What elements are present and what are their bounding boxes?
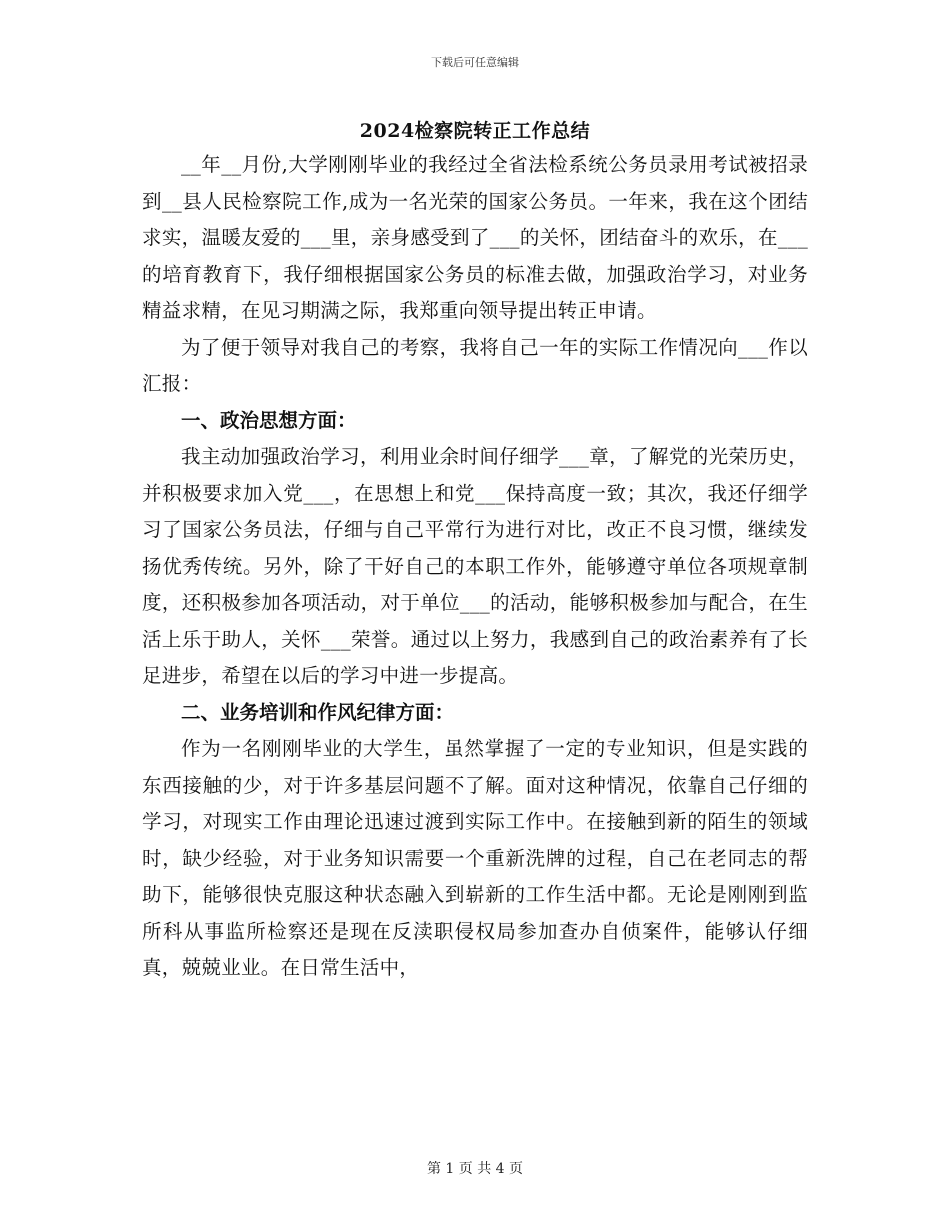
document-title: 2024检察院转正工作总结 xyxy=(359,120,591,142)
document-body xyxy=(142,147,808,987)
section-heading-political: 一、政治思想方面： xyxy=(181,408,357,432)
report-intro-paragraph: 为了便于领导对我自己的考察，我将自己一年的实际工作情况向___作以汇报： xyxy=(142,335,808,395)
section-text-political: 我主动加强政治学习，利用业余时间仔细学___章，了解党的光荣历史，并积极要求加入党___，在思想上和党___保持高度一致；其次，我还仔细学习了国家公务员法，仔细与自己平常行为进行对比，改正不良习惯，继续发扬优秀传统。另外，除了干好自己的本职工作外，能够遵守单位各项规章制度，还积极参加各项活动，对于单位___的活动，能够积极参加与配合，在生活上乐于助人，关怀___荣誉。通过以上努力，我感到自己的政治素养有了长足进步，希望在以后的学习中进一步提高。 xyxy=(142,445,808,687)
page-number-footer: 第 1 页 共 4 页 xyxy=(426,1161,524,1177)
section-heading-business: 二、业务培训和作风纪律方面： xyxy=(181,700,455,724)
page-header-note: 下载后可任意编辑 xyxy=(431,56,519,69)
section-text-business: 作为一名刚刚毕业的大学生，虽然掌握了一定的专业知识，但是实践的东西接触的少，对于许多基层问题不了解。面对这种情况，依靠自己仔细的学习，对现实工作由理论迅速过渡到实际工作中。在接触到新的陌生的领域时，缺少经验，对于业务知识需要一个重新洗牌的过程，自己在老同志的帮助下，能够很快克服这种状态融入到崭新的工作生活中都。无论是刚刚到监所科从事监所检察还是现在反渎职侵权局参加查办自侦案件，能够认仔细真，兢兢业业。在日常生活中， xyxy=(142,737,808,979)
intro-paragraph: __年__月份,大学刚刚毕业的我经过全省法检系统公务员录用考试被招录到__县人民检察院工作,成为一名光荣的国家公务员。一年来，我在这个团结求实，温暖友爱的___里，亲身感受到了___的关怀，团结奋斗的欢乐，在___的培育教育下，我仔细根据国家公务员的标准去做，加强政治学习，对业务精益求精，在见习期满之际，我郑重向领导提出转正申请。 xyxy=(142,153,808,322)
